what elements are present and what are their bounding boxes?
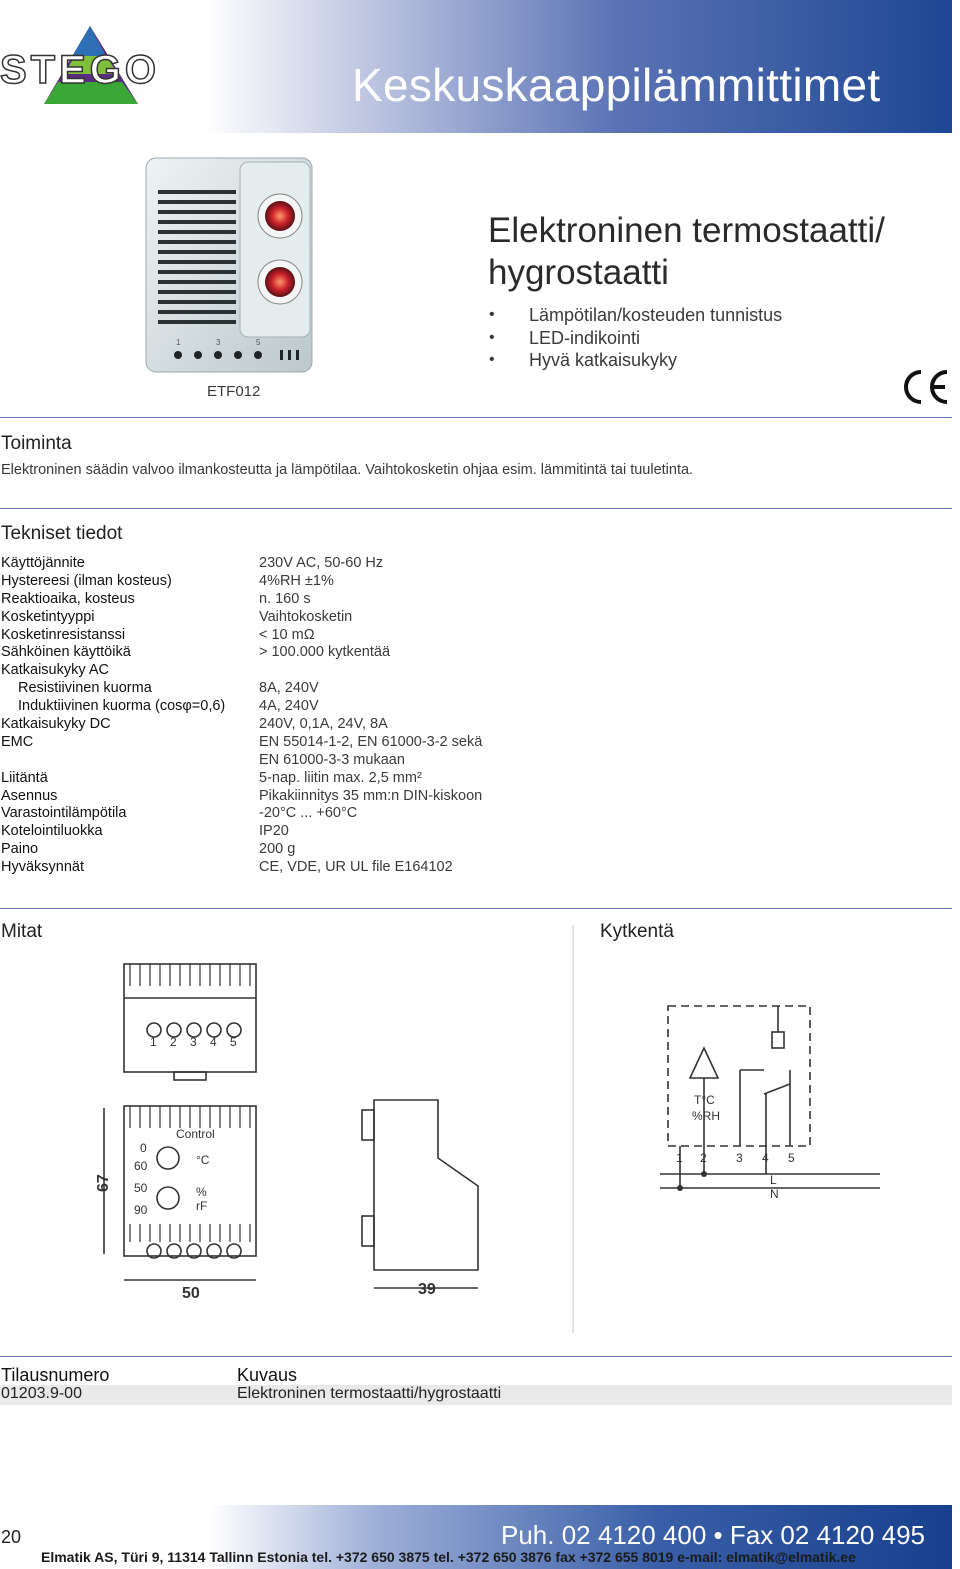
spec-label: Paino [1,841,39,858]
svg-text:STEGO: STEGO [0,48,161,92]
footer-address: Elmatik AS, Türi 9, 11314 Tallinn Estonia tel. +372 650 3875 tel. +372 650 3876 fax +372 655 8019 e-mail: elmatik@elmatik.ee [41,1549,856,1565]
dim-control-label: Control [176,1127,215,1141]
feature-label: Hyvä katkaisukyky [529,350,678,370]
ce-mark-icon [899,368,951,406]
spec-value: -20°C ... +60°C [259,805,358,822]
feature-item: • Lämpötilan/kosteuden tunnistus [489,305,783,325]
photo-terminal-label: 1 [176,338,181,347]
wiring-terminal-label: 1 [676,1151,683,1165]
spec-value: n. 160 s [259,590,311,607]
spec-value: 8A, 240V [259,680,319,697]
section-rule [0,508,952,509]
spec-label: Kotelointiluokka [1,823,103,840]
stego-logo [0,22,180,112]
spec-label: EMC [1,733,34,750]
footer-phone: Puh. 02 4120 400 • Fax 02 4120 495 [501,1520,925,1550]
dim-dial-unit: °C [196,1153,210,1167]
spec-value: 4%RH ±1% [259,572,334,589]
wiring-sensor-label: T°C [694,1093,715,1107]
spec-label: Katkaisukyky AC [1,662,109,679]
section-title-kytkenta: Kytkentä [600,921,674,942]
column-divider [572,925,574,1333]
spec-value: < 10 mΩ [259,626,315,643]
toiminta-text: Elektroninen säädin valvoo ilmankosteutta ja lämpötilaa. Vaihtokosketin ohjaa esim. lämmitintä tai tuuletinta. [1,462,694,478]
dim-dial-mark: 50 [134,1181,148,1195]
wiring-diagram [660,1000,880,1200]
spec-label: Varastointilämpötila [1,805,127,822]
spec-label: Käyttöjännite [1,555,85,571]
dim-terminal-label: 4 [210,1035,217,1049]
feature-list [488,304,782,372]
spec-label: Hystereesi (ilman kosteus) [1,572,172,589]
feature-item: • LED-indikointi [489,327,641,348]
product-title-line: hygrostaatti [488,253,669,292]
page-title: Keskuskaappilämmittimet [352,59,881,111]
spec-label: Liitäntä [1,769,48,786]
spec-label: Kosketintyyppi [1,608,95,625]
product-photo [140,150,320,380]
dim-dial-mark: 0 [140,1141,147,1155]
order-col-header: Tilausnumero [1,1365,110,1385]
spec-value: IP20 [259,823,289,840]
spec-value: Vaihtokosketin [259,608,353,625]
section-title-specs: Tekniset tiedot [1,523,123,544]
spec-value: 4A, 240V [259,698,319,715]
section-rule [0,908,952,909]
spec-label: Resistiivinen kuorma [18,680,152,697]
dimension-drawing [78,958,498,1310]
section-rule [0,1356,952,1357]
wiring-terminal-label: 2 [700,1151,707,1165]
wiring-terminal-label: 3 [736,1151,743,1165]
wiring-line-label: L [770,1173,777,1187]
spec-label: Hyväksynnät [1,859,85,876]
feature-label: LED-indikointi [529,327,641,348]
wiring-line-label: N [770,1187,779,1200]
dim-dial-mark: 90 [134,1203,148,1217]
product-code: ETF012 [207,383,261,400]
dim-terminal-label: 2 [170,1035,177,1049]
product-title [488,210,908,294]
spec-value: CE, VDE, UR UL file E164102 [259,859,453,876]
spec-label: Sähköinen käyttöikä [1,644,131,661]
spec-value: EN 61000-3-3 mukaan [259,751,405,768]
spec-value: 200 g [259,841,296,858]
spec-label: Asennus [1,787,58,804]
dim-dial-unit: rF [196,1199,208,1213]
dim-depth-label: 39 [418,1281,436,1298]
wiring-sensor-label: %RH [692,1109,721,1123]
spec-label: Induktiivinen kuorma (cosφ=0,6) [18,698,226,715]
dim-height-label: 67 [95,1174,112,1192]
section-title-toiminta: Toiminta [1,433,72,454]
wiring-terminal-label: 5 [788,1151,795,1165]
section-rule [0,417,952,418]
wiring-terminal-label: 4 [762,1151,769,1165]
photo-terminal-label: 5 [256,338,261,347]
order-description: Elektroninen termostaatti/hygrostaatti [237,1385,502,1402]
dim-terminal-label: 1 [150,1035,157,1049]
spec-value: 5-nap. liitin max. 2,5 mm² [259,769,422,786]
page-number: 20 [1,1527,22,1547]
dim-dial-unit: % [196,1185,207,1199]
spec-value: 240V, 0,1A, 24V, 8A [259,716,388,733]
dim-terminal-label: 5 [230,1035,237,1049]
order-number: 01203.9-00 [1,1385,82,1402]
feature-label: Lämpötilan/kosteuden tunnistus [529,305,783,325]
order-col-header: Kuvaus [237,1365,298,1385]
spec-value: Pikakiinnitys 35 mm:n DIN-kiskoon [259,787,483,804]
photo-terminal-label: 3 [216,338,221,347]
spec-label: Katkaisukyky DC [1,716,111,733]
spec-value: EN 55014-1-2, EN 61000-3-2 sekä [259,733,483,750]
spec-value: 230V AC, 50-60 Hz [259,555,384,571]
dim-width-label: 50 [182,1285,200,1302]
spec-label: Kosketinresistanssi [1,626,126,643]
spec-value: > 100.000 kytkentää [259,644,391,661]
dim-terminal-label: 3 [190,1035,197,1049]
spec-label: Reaktioaika, kosteus [1,590,135,607]
product-title-line: Elektroninen termostaatti/ [488,211,885,250]
feature-item: • Hyvä katkaisukyky [489,350,678,370]
section-title-mitat: Mitat [1,921,43,942]
dim-dial-mark: 60 [134,1159,148,1173]
